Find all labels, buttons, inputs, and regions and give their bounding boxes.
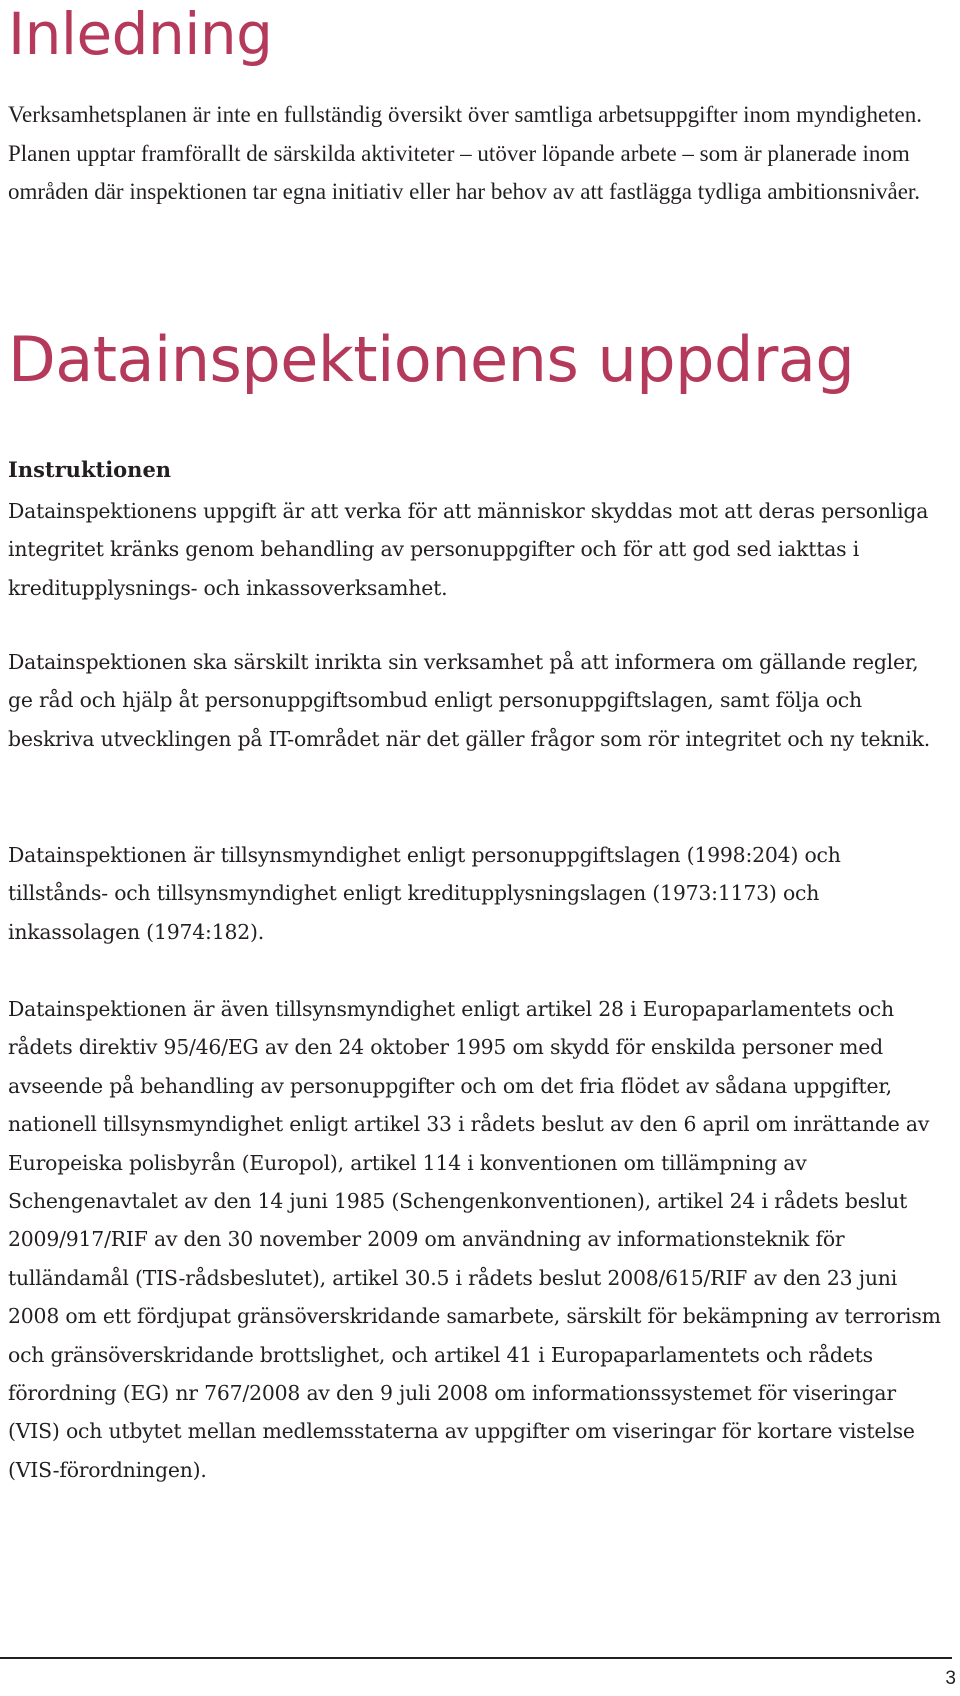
mission-paragraph: Datainspektionen ska särskilt inrikta sin verksamhet på att informera om gällande regler, ge råd och hjälp åt personuppgiftsombud enligt personuppgiftslagen, samt följa och beskriva utvecklingen på IT-området när det gäller frågor som rör integritet och ny teknik. [8, 650, 931, 751]
mission-heading: Datainspektionens uppdrag [8, 323, 855, 396]
mission-paragraph: Datainspektionen är även tillsynsmyndighet enligt artikel 28 i Europaparlamentets och rådets direktiv 95/46/EG av den 24 oktober 1995 om skydd för enskilda personer med avseende på behandling av personuppgifter och om det fria flödet av sådana uppgifter, nationell tillsynsmyndighet enligt artikel 33 i rådets beslut av den 6 april om inrättande av Europeiska polisbyrån (Europol), artikel 114 i konventionen om tillämpning av Schengenavtalet av den 14 juni 1985 (Schengenkonventionen), artikel 24 i rådets beslut 2009/917/RIF av den 30 november 2009 om användning av informationsteknik för tulländamål (TIS-rådsbeslutet), artikel 30.5 i rådets beslut 2008/615/RIF av den 23 juni 2008 om ett fördjupat gränsöverskridande samarbete, särskilt för bekämpning av terrorism och gränsöverskridande brottslighet, och artikel 41 i Europaparlamentets och rådets förordning (EG) nr 767/2008 av den 9 juli 2008 om informationssystemet för viseringar (VIS) och utbytet mellan medlemsstaterna av uppgifter om viseringar för kortare vistelse (VIS-förordningen). [8, 997, 941, 1482]
intro-paragraph: Verksamhetsplanen är inte en fullständig översikt över samtliga arbetsuppgifter inom myndigheten. Planen upptar framförallt de särskilda aktiviteter – utöver löpande arbete – som är planerade inom områden där inspektionen tar egna initiativ eller har behov av att fastlägga tydliga ambitionsnivåer. [8, 102, 923, 204]
mission-paragraph: Datainspektionen är tillsynsmyndighet enligt personuppgiftslagen (1998:204) och tillstånds- och tillsynsmyndighet enligt kreditupplysningslagen (1973:1173) och inkassolagen (1974:182). [8, 843, 841, 944]
footer-divider [0, 1657, 952, 1659]
page-number: 3 [945, 1668, 956, 1689]
intro-heading: Inledning [8, 0, 273, 68]
mission-paragraph: Datainspektionens uppgift är att verka för att människor skyddas mot att deras personliga integritet kränks genom behandling av personuppgifter och för att god sed iakttas i kreditupplysnings- och inkassoverksamhet. [8, 499, 929, 600]
instruction-subheading: Instruktionen [8, 457, 172, 482]
